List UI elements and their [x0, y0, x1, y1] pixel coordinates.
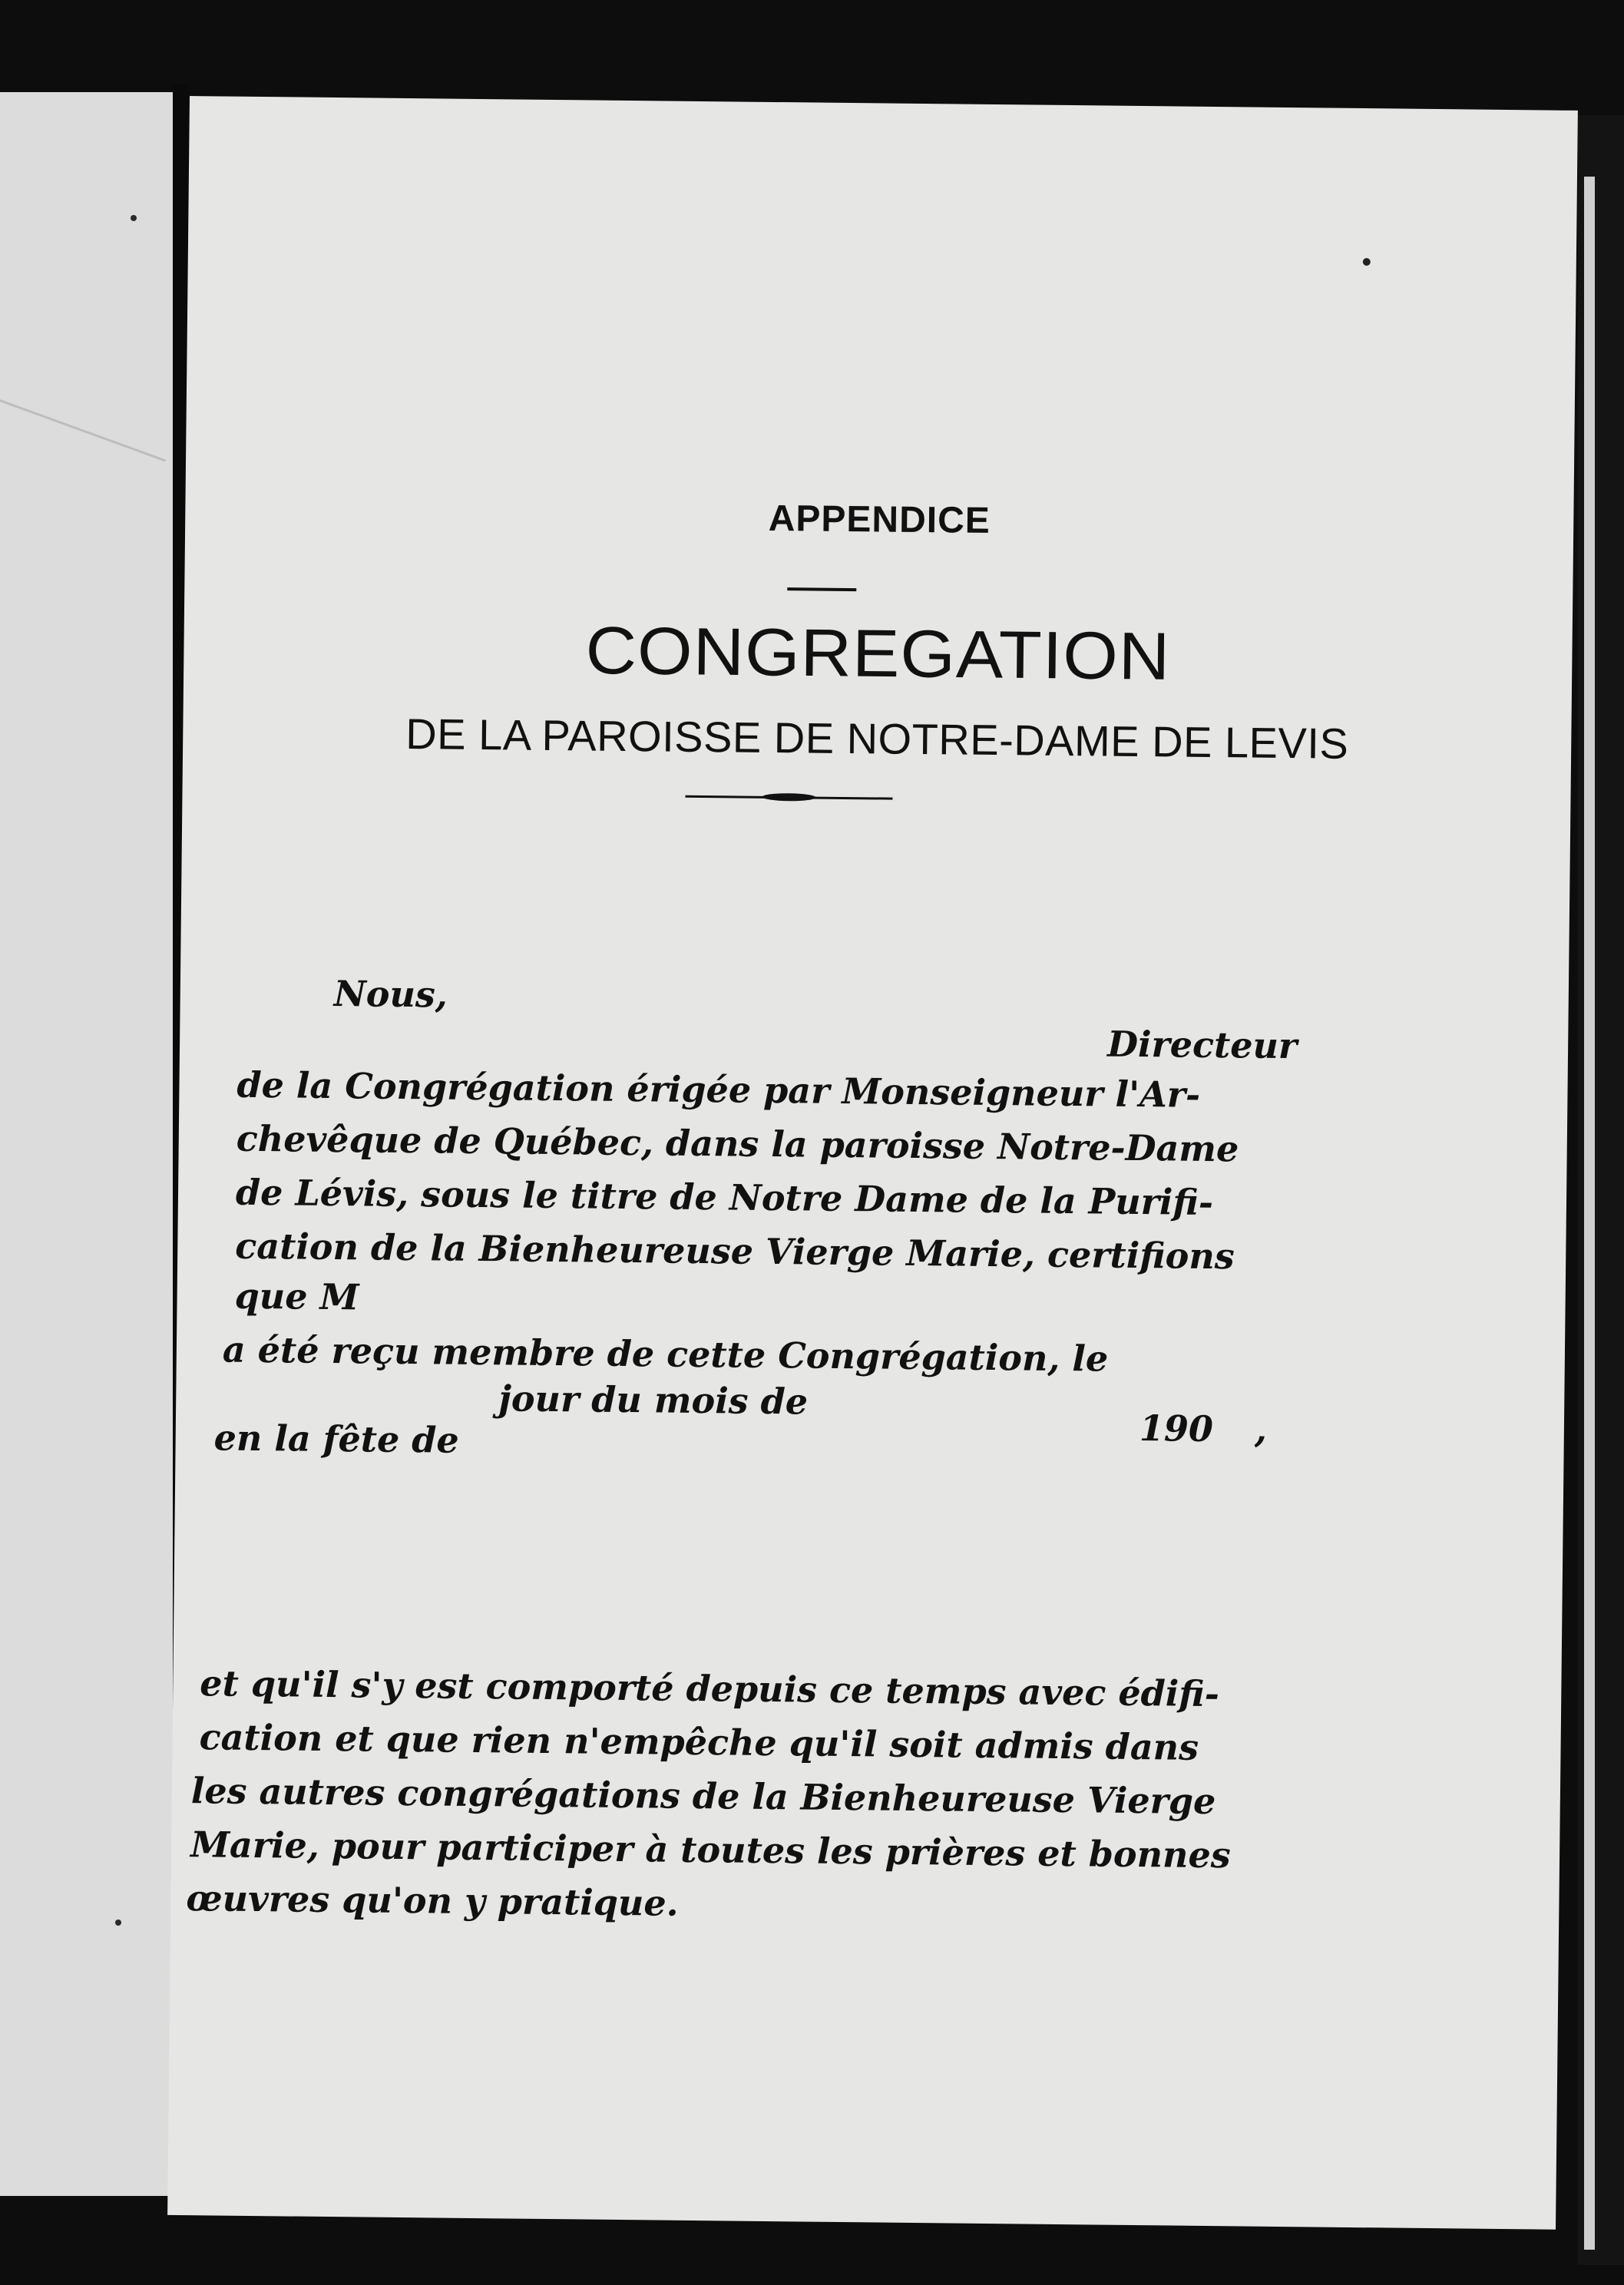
- certificate-line: de la Congrégation érigée par Monseigneur l'Ar-: [236, 1063, 1201, 1116]
- document-title: CONGREGATION: [585, 613, 1171, 694]
- facing-page-edge: [0, 92, 173, 2196]
- speck: [131, 215, 137, 221]
- certificate-opening: Nous,: [333, 973, 448, 1016]
- page-crease: [0, 399, 166, 461]
- document-subtitle: DE LA PAROISSE DE NOTRE-DAME DE LEVIS: [405, 709, 1349, 768]
- certificate-line: que M: [234, 1275, 359, 1318]
- certificate-comma: ,: [1254, 1408, 1268, 1450]
- closing-line: les autres congrégations de la Bienheureuse Vierge: [190, 1770, 1216, 1823]
- closing-line: cation et que rien n'empêche qu'il soit admis dans: [199, 1716, 1199, 1768]
- certificate-line: jour du mois de: [498, 1377, 809, 1423]
- certificate-year: 190: [1139, 1407, 1214, 1450]
- closing-line: et qu'il s'y est comporté depuis ce temps avec édifi-: [200, 1662, 1220, 1715]
- certificate-line: en la fête de: [213, 1417, 460, 1461]
- certificate-director: Directeur: [1106, 1023, 1298, 1067]
- closing-line: œuvres qu'on y pratique.: [186, 1877, 679, 1924]
- next-page-strip: [1584, 177, 1595, 2250]
- speck: [1363, 258, 1371, 266]
- speck: [115, 1920, 121, 1926]
- certificate-line: de Lévis, sous le titre de Notre Dame de la Purifi-: [235, 1171, 1214, 1224]
- appendix-heading: APPENDICE: [768, 498, 991, 541]
- closing-line: Marie, pour participer à toutes les prières et bonnes: [190, 1824, 1231, 1877]
- certificate-line: a été reçu membre de cette Congrégation, le: [222, 1328, 1109, 1380]
- certificate-line: cation de la Bienheureuse Vierge Marie, certifions: [235, 1225, 1235, 1278]
- document-page: [167, 96, 1578, 2230]
- page-edge: [1578, 115, 1624, 2265]
- ornamental-rule: [685, 792, 892, 802]
- heading-rule: [787, 587, 856, 591]
- certificate-line: chevêque de Québec, dans la paroisse Notre-Dame: [236, 1117, 1239, 1170]
